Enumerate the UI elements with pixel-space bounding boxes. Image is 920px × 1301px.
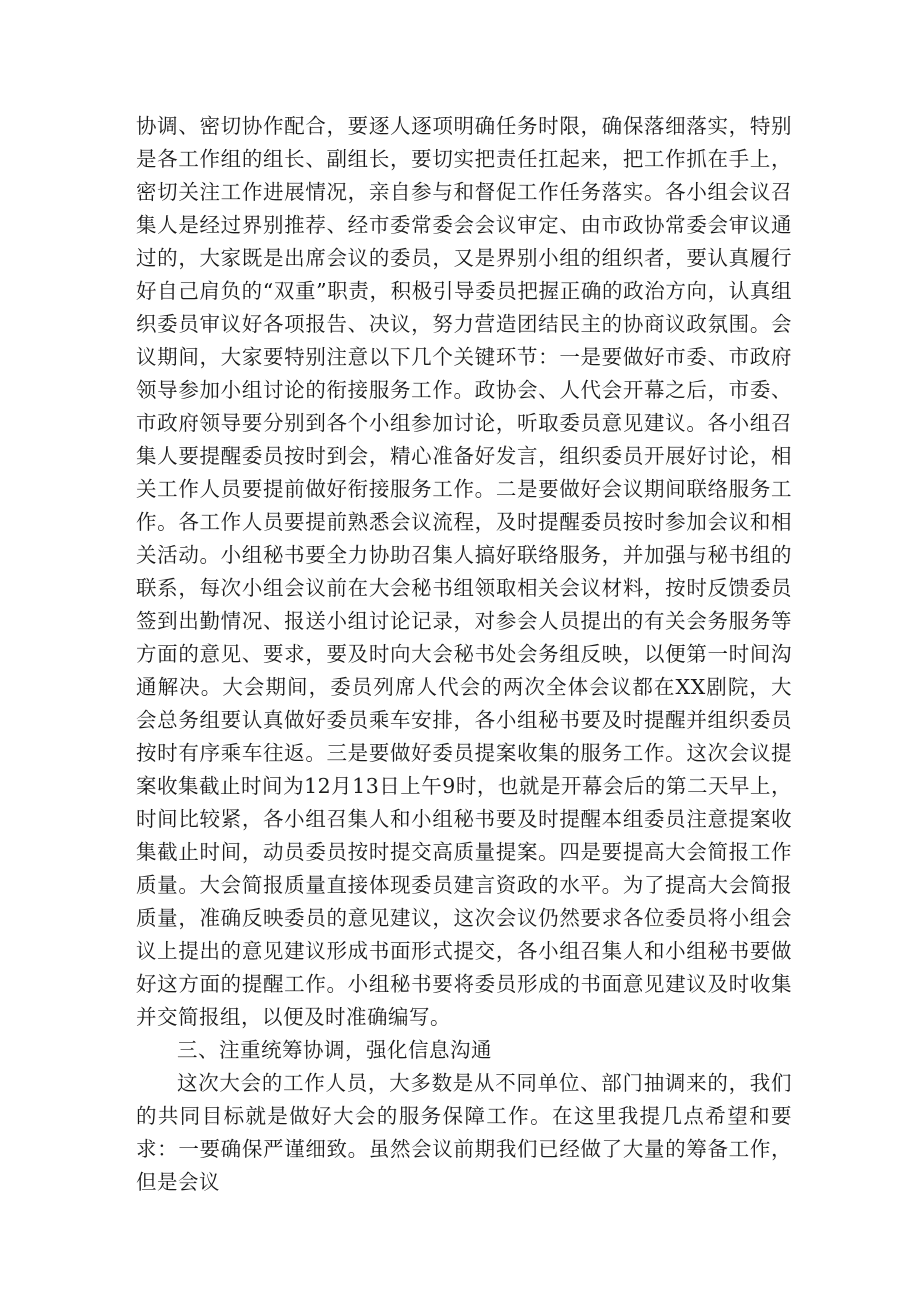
section-heading-3: 三、注重统筹协调，强化信息沟通 bbox=[177, 1038, 492, 1062]
document-body bbox=[136, 110, 792, 1199]
body-paragraph-continued: 协调、密切协作配合，要逐人逐项明确任务时限，确保落细落实，特别是各工作组的组长、副组长，要切实把责任扛起来，把工作抓在手上，密切关注工作进展情况，亲自参与和督促工作任务落实。各小组会议召集人是经过界别推荐、经市委常委会会议审定、由市政协常委会审议通过的，大家既是出席会议的委员，又是界别小组的组织者，要认真履行好自己肩负的“双重”职责，积极引导委员把握正确的政治方向，认真组织委员审议好各项报告、决议，努力营造团结民主的协商议政氛围。会议期间，大家要特别注意以下几个关键环节：一是要做好市委、市政府领导参加小组讨论的衔接服务工作。政协会、人代会开幕之后，市委、市政府领导要分别到各个小组参加讨论，听取委员意见建议。各小组召集人要提醒委员按时到会，精心准备好发言，组织委员开展好讨论，相关工作人员要提前做好衔接服务工作。二是要做好会议期间联络服务工作。各工作人员要提前熟悉会议流程，及时提醒委员按时参加会议和相关活动。小组秘书要全力协助召集人搞好联络服务，并加强与秘书组的联系，每次小组会议前在大会秘书组领取相关会议材料，按时反馈委员签到出勤情况、报送小组讨论记录，对参会人员提出的有关会务服务等方面的意见、要求，要及时向大会秘书处会务组反映，以便第一时间沟通解决。大会期间，委员列席人代会的两次全体会议都在XX剧院，大会总务组要认真做好委员乘车安排，各小组秘书要及时提醒并组织委员按时有序乘车往返。三是要做好委员提案收集的服务工作。这次会议提案收集截止时间为12月13日上午9时，也就是开幕会后的第二天早上，时间比较紧，各小组召集人和小组秘书要及时提醒本组委员注意提案收集截止时间，动员委员按时提交高质量提案。四是要提高大会简报工作质量。大会简报质量直接体现委员建言资政的水平。为了提高大会简报质量，准确反映委员的意见建议，这次会议仍然要求各位委员将小组会议上提出的意见建议形成书面形式提交，各小组召集人和小组秘书要做好这方面的提醒工作。小组秘书要将委员形成的书面意见建议及时收集并交简报组，以便及时准确编写。 bbox=[136, 114, 792, 1029]
body-paragraph: 这次大会的工作人员，大多数是从不同单位、部门抽调来的，我们的共同目标就是做好大会的服务保障工作。在这里我提几点希望和要求：一要确保严谨细致。虽然会议前期我们已经做了大量的筹备工作，但是会议 bbox=[136, 1071, 792, 1194]
